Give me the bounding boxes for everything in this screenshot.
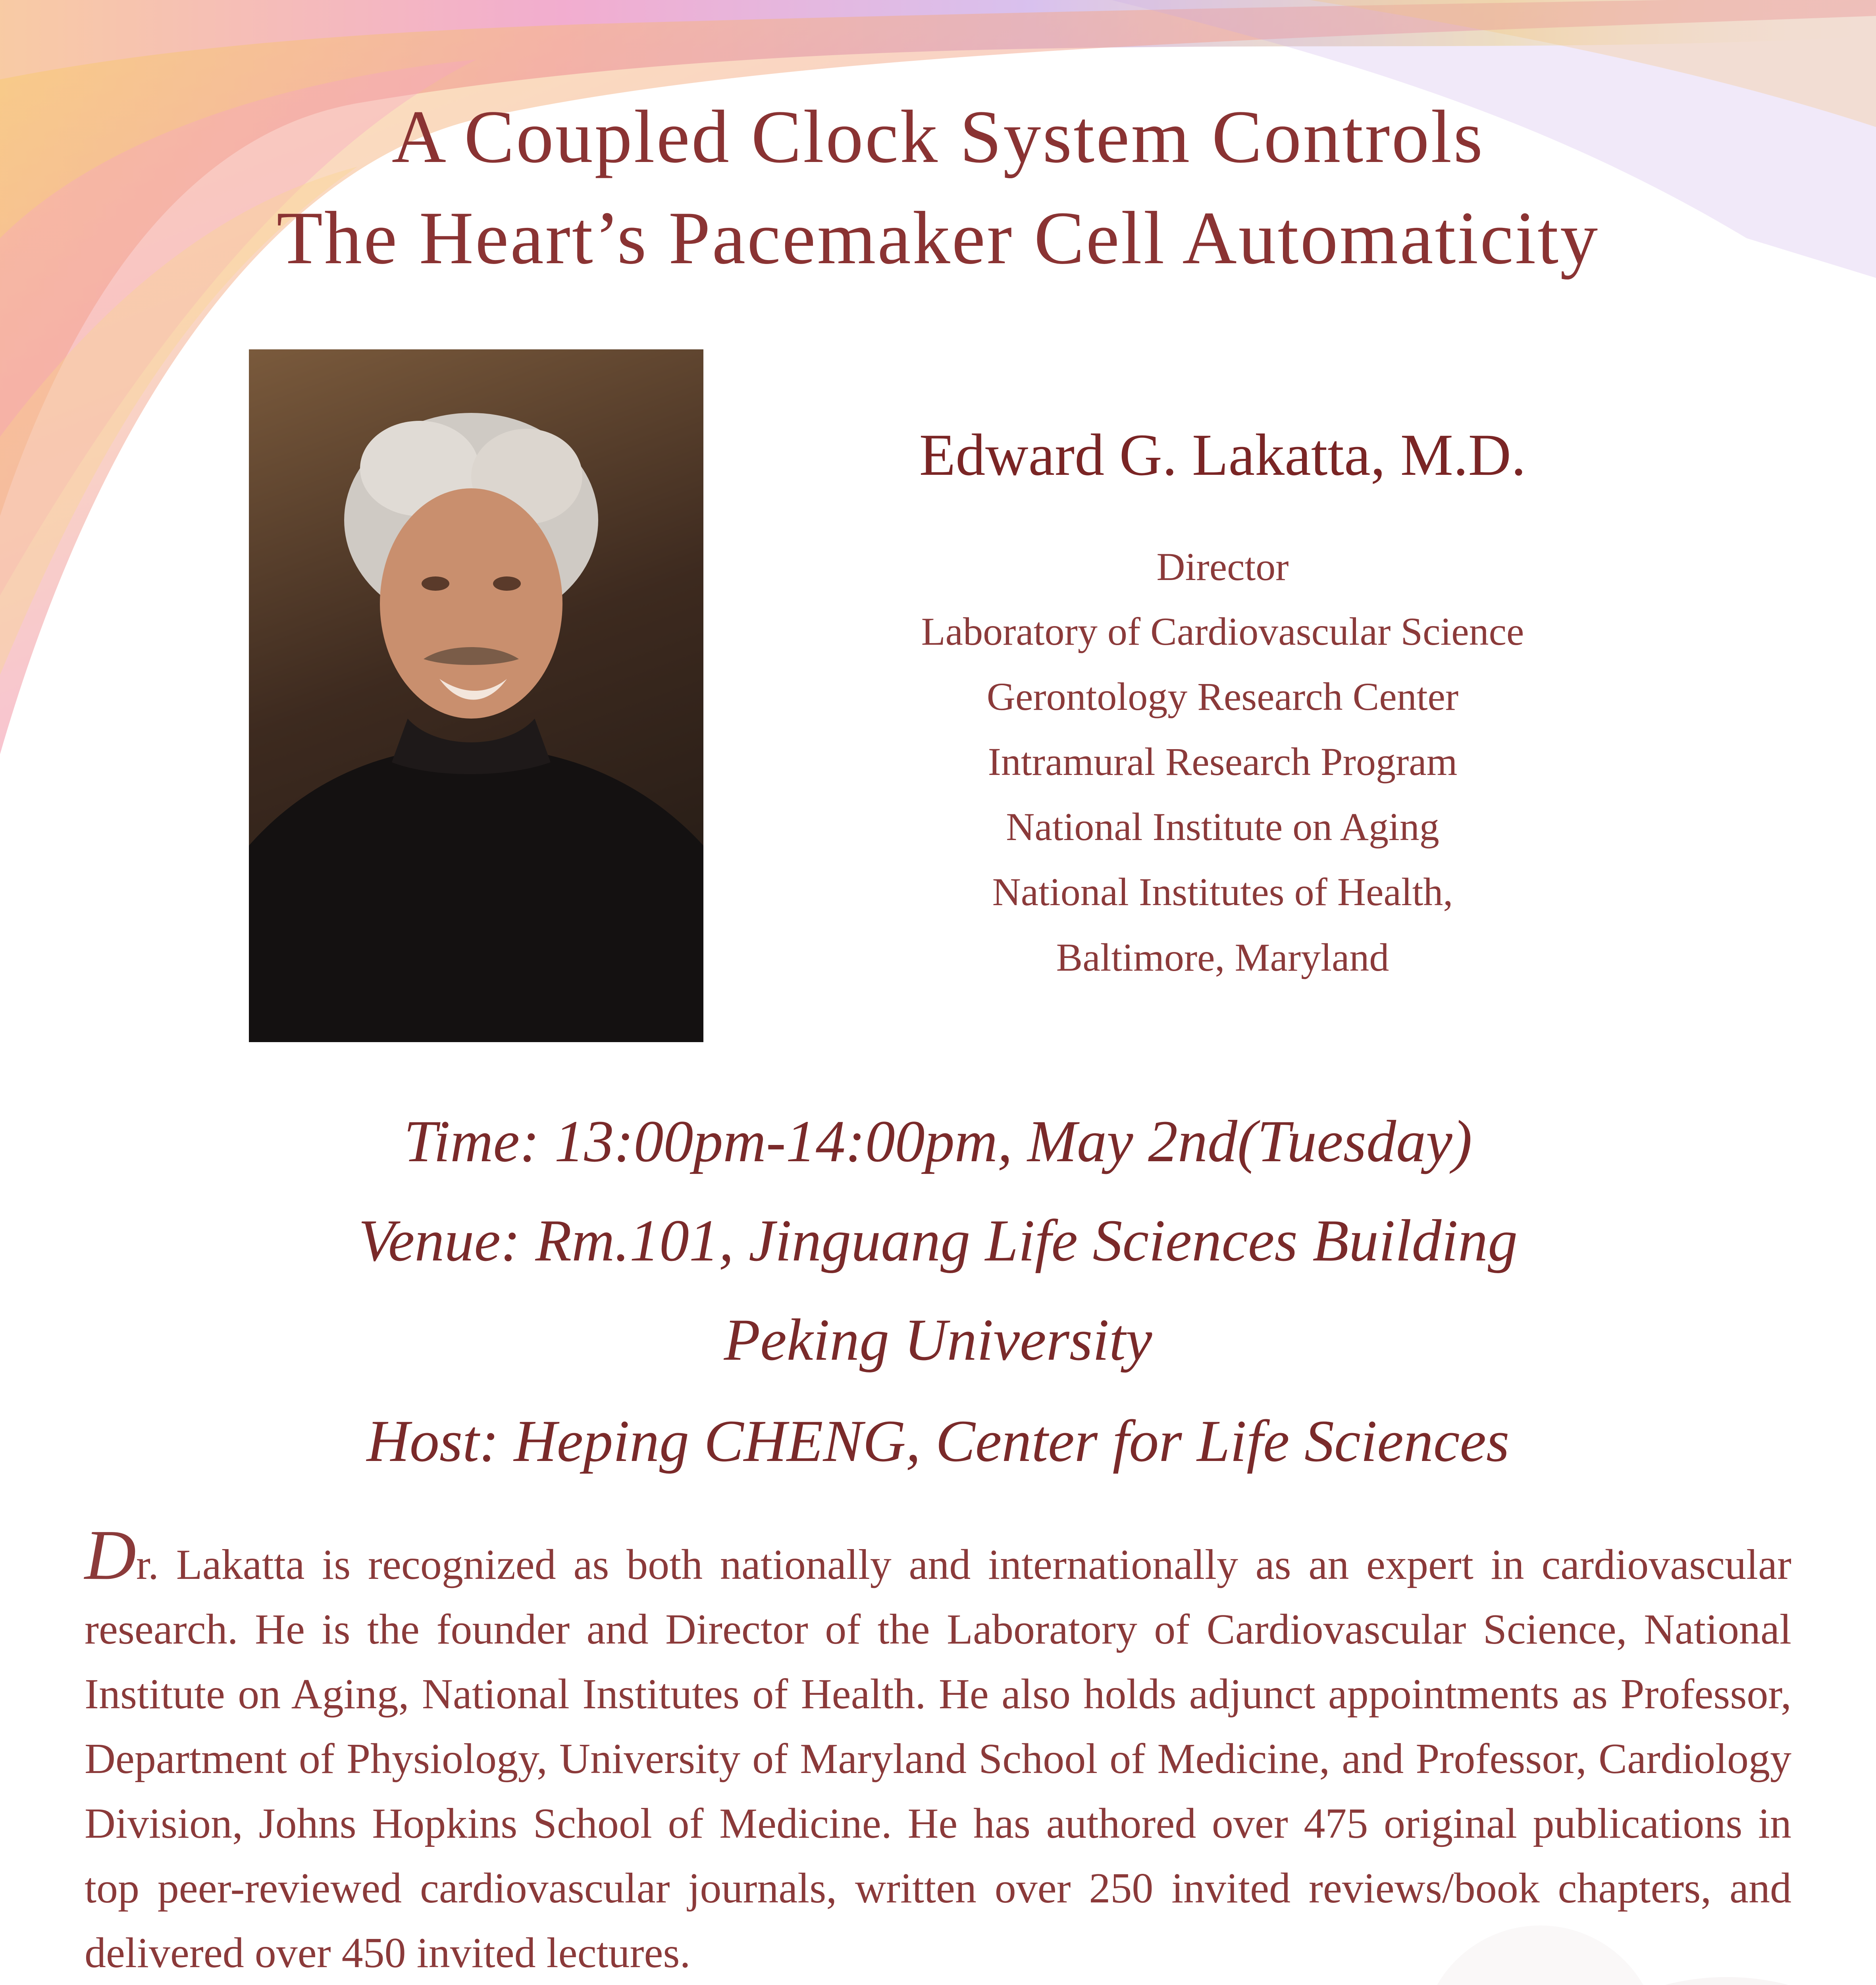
event-venue-university: Peking University xyxy=(724,1307,1152,1373)
affiliation-line: Laboratory of Cardiovascular Science xyxy=(921,609,1524,653)
affiliation-line: National Institute on Aging xyxy=(1006,805,1439,849)
speaker-portrait-icon xyxy=(249,349,703,1042)
title-line-2: The Heart’s Pacemaker Cell Automaticity xyxy=(276,197,1600,280)
event-time: Time: 13:00pm-14:00pm, May 2nd(Tuesday) xyxy=(404,1108,1472,1174)
affiliation-line: Baltimore, Maryland xyxy=(1056,935,1389,979)
event-venue: Venue: Rm.101, Jinguang Life Sciences Building xyxy=(358,1208,1518,1274)
affiliation-line: Gerontology Research Center xyxy=(986,675,1459,719)
speaker-bio xyxy=(85,1515,1791,1985)
affiliation-line: Intramural Research Program xyxy=(988,740,1458,784)
event-host: Host: Heping CHENG, Center for Life Sciences xyxy=(366,1408,1510,1474)
speaker-name: Edward G. Lakatta, M.D. xyxy=(919,422,1526,488)
bio-text: r. Lakatta is recognized as both nationally and internationally as an expert in cardiovascular research. He is the founder and Director of the Laboratory of Cardiovascular Science, National Institute on Aging, National Institutes of Health. He also holds adjunct appointments as Professor, Department of Physiology, University of Maryland School of Medicine, and Professor, Cardiology Division, Johns Hopkins School of Medicine. He has authored over 475 original publications in top peer-reviewed cardiovascular journals, written over 250 invited reviews/book chapters, and delivered over 450 invited lectures. xyxy=(85,1541,1791,1977)
title-line-1: A Coupled Clock System Controls xyxy=(391,95,1485,179)
affiliation-line: Director xyxy=(1156,545,1289,589)
bio-dropcap: D xyxy=(85,1515,136,1594)
speaker-photo xyxy=(249,349,703,1042)
affiliation-line: National Institutes of Health, xyxy=(992,870,1453,914)
